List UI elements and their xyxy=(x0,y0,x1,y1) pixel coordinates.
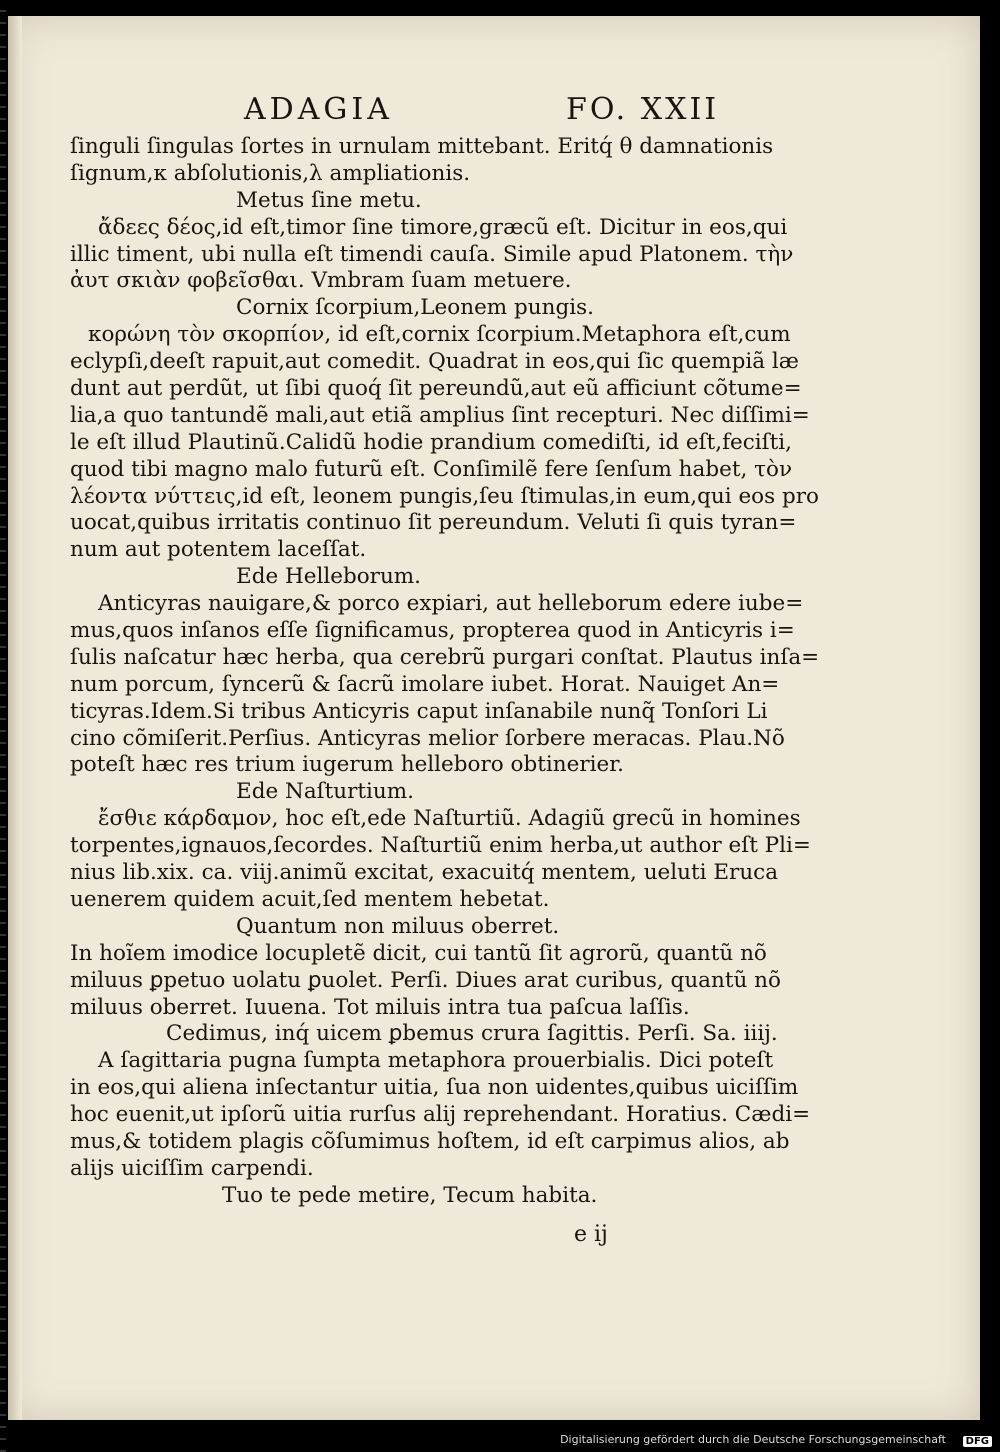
text-line: κορώνη τὸν σκορπίον, id eſt,cornix ſcorpium.Metaphora eſt,cum xyxy=(88,322,791,348)
text-line: miluus oberret. Iuuena. Tot miluis intra tua paſcua laſſis. xyxy=(70,994,690,1020)
text-line: le eſt illud Plautinũ.Calidũ hodie prandium comediſti, id eſt,feciſti, xyxy=(70,429,792,455)
section-heading: Tuo te pede metire, Tecum habita. xyxy=(222,1182,598,1208)
text-line: in eos,qui aliena inſectantur uitia, ſua non uidentes,quibus uiciſſim xyxy=(70,1075,799,1101)
text-line: ſinguli ſingulas ſortes in urnulam mittebant. Eritq́ θ damnationis xyxy=(70,134,774,159)
text-line: In hoĩem imodice locupletẽ dicit, cui tantũ ſit agrorũ, quantũ nõ xyxy=(70,940,767,966)
text-line: mus,quos inſanos eſſe ſignificamus, propterea quod in Anticyris i= xyxy=(70,618,795,644)
section-heading: Ede Naſturtium. xyxy=(236,779,414,805)
text-line: alijs uiciſſim carpendi. xyxy=(70,1155,314,1181)
text-line: ticyras.Idem.Si tribus Anticyris caput inſanabile nunq̃ Tonſori Li xyxy=(70,698,768,724)
text-line: nius lib.xix. ca. viij.animũ excitat, exacuitq́ mentem, ueluti Eruca xyxy=(70,860,779,886)
dfg-logo: DFG xyxy=(963,1436,992,1447)
folio-number: FO. XXII xyxy=(566,92,720,127)
text-line: num porcum, ſyncerũ & ſacrũ imolare iubet. Horat. Nauiget An= xyxy=(70,671,780,697)
section-heading: Quantum non miluus oberret. xyxy=(236,913,560,939)
text-line: cino cõmiſerit.Perſius. Anticyras melior ſorbere meracas. Plau.Nõ xyxy=(70,725,785,751)
text-line: num aut potentem laceſſat. xyxy=(70,537,367,563)
text-line: poteſt hæc res trium iugerum helleboro obtinerier. xyxy=(70,752,624,778)
section-heading: Ede Helleborum. xyxy=(236,564,422,590)
signature-mark: e ij xyxy=(574,1222,608,1247)
text-line: illic timent, ubi nulla eſt timendi cauſa. Simile apud Platonem. τὴν xyxy=(70,241,794,267)
text-line: Anticyras nauigare,& porco expiari, aut helleborum edere iube= xyxy=(98,591,804,617)
section-heading: Metus ſine metu. xyxy=(236,187,422,213)
scan-ruler-strip xyxy=(0,0,6,1452)
section-heading: Cornix ſcorpium,Leonem pungis. xyxy=(236,295,594,321)
text-line: uenerem quidem acuit,ſed mentem hebetat. xyxy=(70,886,550,912)
text-line: λέοντα νύττεις,id eſt, leonem pungis,ſeu ſtimulas,in eum,qui eos pro xyxy=(70,483,819,509)
text-line: A ſagittaria pugna ſumpta metaphora prouerbialis. Dici poteſt xyxy=(98,1048,774,1074)
body-text xyxy=(70,134,820,1210)
text-line: ἄδεες δέος,id eſt,timor ſine timore,græcũ eſt. Dicitur in eos,qui xyxy=(98,214,788,240)
text-line: lia,a quo tantundẽ mali,aut etiã amplius ſint recepturi. Nec diſſimi= xyxy=(70,402,810,428)
text-line: ſulis naſcatur hæc herba, qua cerebrũ purgari conſtat. Plautus inſa= xyxy=(70,644,820,670)
text-line: miluus ꝑpetuo uolatu ꝑuolet. Perſi. Diues arat curibus, quantũ nõ xyxy=(70,967,781,993)
section-heading: Cedimus, inq́ uicem ꝑbemus crura ſagittis. Perſi. Sa. iiij. xyxy=(166,1021,778,1047)
page-gutter-shadow xyxy=(8,16,22,1420)
text-line: uocat,quibus irritatis continuo ſit pereundum. Veluti ſi quis tyran= xyxy=(70,510,797,536)
running-title: ADAGIA xyxy=(244,92,393,127)
text-line: dunt aut perdũt, ut ſibi quoq́ ſit pereundũ,aut eũ afficiunt cõtume= xyxy=(70,376,802,402)
book-page xyxy=(8,16,980,1420)
text-line: mus,& totidem plagis cõſumimus hoſtem, id eſt carpimus alios, ab xyxy=(70,1128,790,1154)
text-line: ſignum,κ abſolutionis,λ ampliationis. xyxy=(70,160,471,186)
digitization-credit: Digitalisierung gefördert durch die Deutsche Forschungsgemeinschaft xyxy=(560,1433,946,1446)
text-line: ἔσθιε κάρδαμον, hoc eſt,ede Naſturtiũ. Adagiũ grecũ in homines xyxy=(98,806,801,832)
text-line: hoc euenit,ut ipſorũ uitia rurſus alij reprehendant. Horatius. Cædi= xyxy=(70,1102,811,1128)
text-line: torpentes,ignauos,ſecordes. Naſturtiũ enim herba,ut author eſt Pli= xyxy=(70,833,811,859)
text-line: ἀυτ σκιὰν φοβεῖσθαι. Vmbram ſuam metuere. xyxy=(70,268,572,294)
text-line: eclypſi,deeſt rapuit,aut comedit. Quadrat in eos,qui ſic quempiã læ xyxy=(70,349,799,375)
text-line: quod tibi magno malo futurũ eſt. Conſimilẽ fere ſenſum habet, τὸν xyxy=(70,456,793,482)
page-header xyxy=(8,92,980,132)
